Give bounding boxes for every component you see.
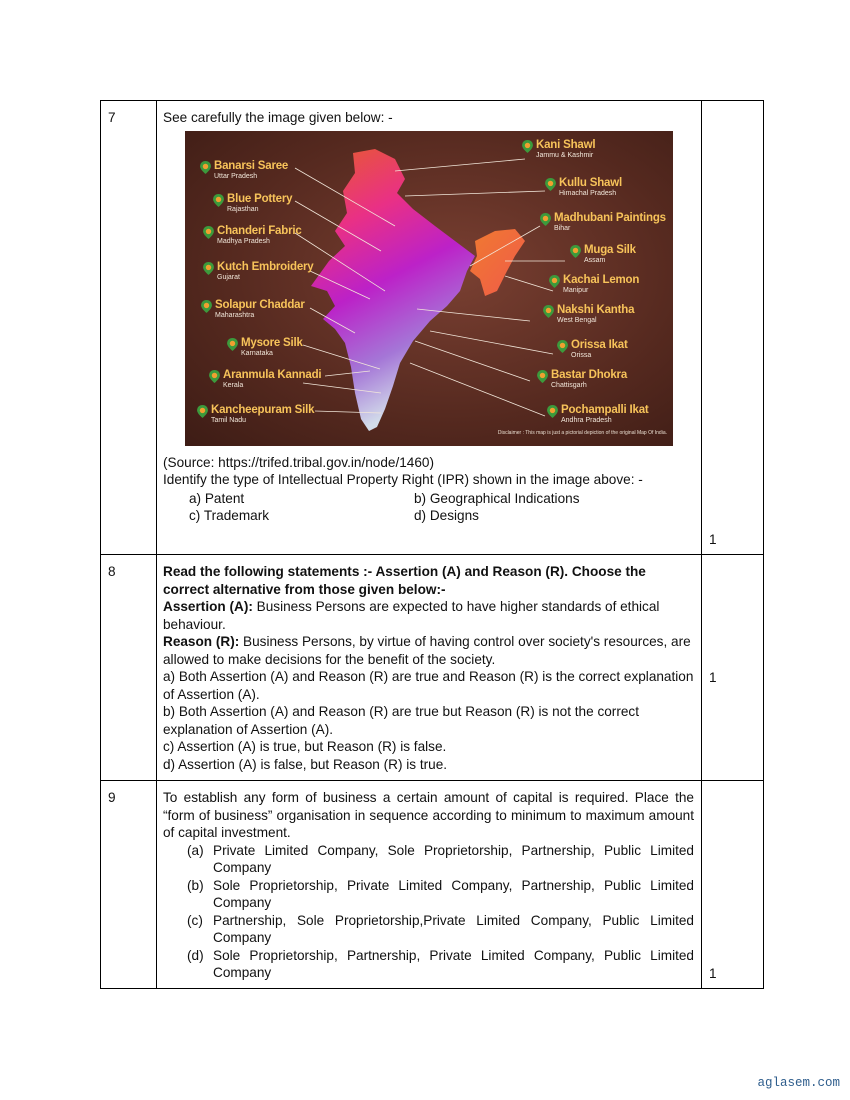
gi-label: Nakshi Kantha West Bengal	[543, 304, 634, 325]
question-intro: See carefully the image given below: -	[163, 110, 393, 125]
location-pin-icon	[227, 338, 238, 351]
question-text: Identify the type of Intellectual Property Right (IPR) shown in the image above: -	[163, 472, 643, 487]
option-item	[163, 877, 694, 912]
reason-text: Business Persons, by virtue of having control over society's resources, are allowed to make decisions for the benefit of the society.	[163, 634, 691, 667]
option-b: b) Both Assertion (A) and Reason (R) are true but Reason (R) is not the correct explanation of Assertion (A).	[163, 704, 639, 737]
option-text: Partnership, Sole Proprietorship,Private Limited Company, Public Limited Company	[213, 912, 694, 945]
location-pin-icon	[213, 194, 224, 207]
gi-label: Muga Silk Assam	[570, 244, 636, 265]
option-text: Private Limited Company, Sole Proprietorship, Partnership, Public Limited Company	[213, 842, 694, 875]
option-item	[163, 912, 694, 947]
location-pin-icon	[537, 370, 548, 383]
option-row	[163, 490, 694, 508]
location-pin-icon	[522, 140, 533, 153]
location-pin-icon	[543, 305, 554, 318]
location-pin-icon	[201, 300, 212, 313]
question-body	[157, 555, 702, 781]
question-8-row	[101, 555, 764, 781]
footer-watermark[interactable]: aglasem.com	[757, 1076, 840, 1090]
option-row	[163, 507, 694, 525]
gi-label: Mysore Silk Karnataka	[227, 337, 303, 358]
gi-label: Banarsi Saree Uttar Pradesh	[200, 160, 288, 181]
marks-value: 1	[709, 532, 717, 547]
marks-cell	[702, 101, 764, 555]
option-d: d) Assertion (A) is false, but Reason (R) is true.	[163, 756, 448, 772]
assertion-text: Business Persons are expected to have higher standards of ethical behaviour.	[163, 599, 660, 632]
gi-label: Solapur Chaddar Maharashtra	[201, 299, 305, 320]
location-pin-icon	[203, 262, 214, 275]
option-item	[163, 842, 694, 877]
question-body	[157, 101, 702, 555]
question-body	[157, 781, 702, 989]
gi-india-map-image	[185, 131, 673, 446]
image-source: (Source: https://trifed.tribal.gov.in/node/1460)	[163, 454, 435, 470]
option-label: (c)	[187, 912, 203, 928]
option-a: a) Patent	[189, 490, 245, 506]
option-a: a) Both Assertion (A) and Reason (R) are true and Reason (R) is the correct explanation of Assertion (A).	[163, 669, 694, 702]
option-text: Sole Proprietorship, Private Limited Company, Partnership, Public Limited Company	[213, 877, 694, 910]
location-pin-icon	[545, 178, 556, 191]
question-instruction: Read the following statements :- Assertion (A) and Reason (R). Choose the correct alternative from those given below:-	[163, 564, 646, 597]
marks-value: 1	[709, 670, 717, 685]
location-pin-icon	[209, 370, 220, 383]
reason	[163, 633, 694, 668]
option-label: (a)	[187, 842, 204, 858]
location-pin-icon	[557, 340, 568, 353]
gi-label: Chanderi Fabric Madhya Pradesh	[203, 225, 302, 246]
assertion-label: Assertion (A):	[163, 599, 253, 614]
gi-label: Pochampalli Ikat Andhra Pradesh	[547, 404, 649, 425]
marks-cell	[702, 781, 764, 989]
marks-value: 1	[709, 966, 717, 981]
option-b: b) Geographical Indications	[414, 490, 580, 506]
option-label: (d)	[187, 947, 204, 963]
gi-label: Kutch Embroidery Gujarat	[203, 261, 313, 282]
location-pin-icon	[549, 275, 560, 288]
option-c: c) Trademark	[189, 508, 270, 523]
question-table	[100, 100, 764, 989]
question-text: To establish any form of business a certain amount of capital is required. Place the “form of business” organisation in sequence according to minimum to maximum amount of capital investment.	[163, 790, 694, 840]
location-pin-icon	[547, 405, 558, 418]
reason-label: Reason (R):	[163, 634, 240, 649]
option-d: d) Designs	[414, 508, 479, 523]
gi-label: Kullu Shawl Himachal Pradesh	[545, 177, 622, 198]
option-item	[163, 947, 694, 982]
gi-label: Blue Pottery Rajasthan	[213, 193, 292, 214]
option-label: (b)	[187, 877, 204, 893]
assertion	[163, 598, 694, 633]
location-pin-icon	[203, 226, 214, 239]
gi-label: Kani Shawl Jammu & Kashmir	[522, 139, 595, 160]
option-c: c) Assertion (A) is true, but Reason (R) is false.	[163, 739, 447, 754]
question-number: 8	[101, 555, 157, 781]
location-pin-icon	[197, 405, 208, 418]
question-9-row	[101, 781, 764, 989]
question-number: 9	[101, 781, 157, 989]
marks-cell	[702, 555, 764, 781]
gi-label: Kachai Lemon Manipur	[549, 274, 639, 295]
gi-label: Orissa Ikat Orissa	[557, 339, 628, 360]
question-number: 7	[101, 101, 157, 555]
map-disclaimer: Disclaimer : This map is just a pictorial depiction of the original Map Of India.	[497, 430, 667, 436]
gi-label: Kancheepuram Silk Tamil Nadu	[197, 404, 314, 425]
option-text: Sole Proprietorship, Partnership, Private Limited Company, Public Limited Company	[213, 947, 694, 980]
location-pin-icon	[200, 161, 211, 174]
location-pin-icon	[540, 213, 551, 226]
question-7-row	[101, 101, 764, 555]
gi-label: Madhubani Paintings Bihar	[540, 212, 666, 233]
options-list	[163, 842, 694, 982]
gi-label: Bastar Dhokra Chattisgarh	[537, 369, 627, 390]
location-pin-icon	[570, 245, 581, 258]
gi-label: Aranmula Kannadi Kerala	[209, 369, 321, 390]
